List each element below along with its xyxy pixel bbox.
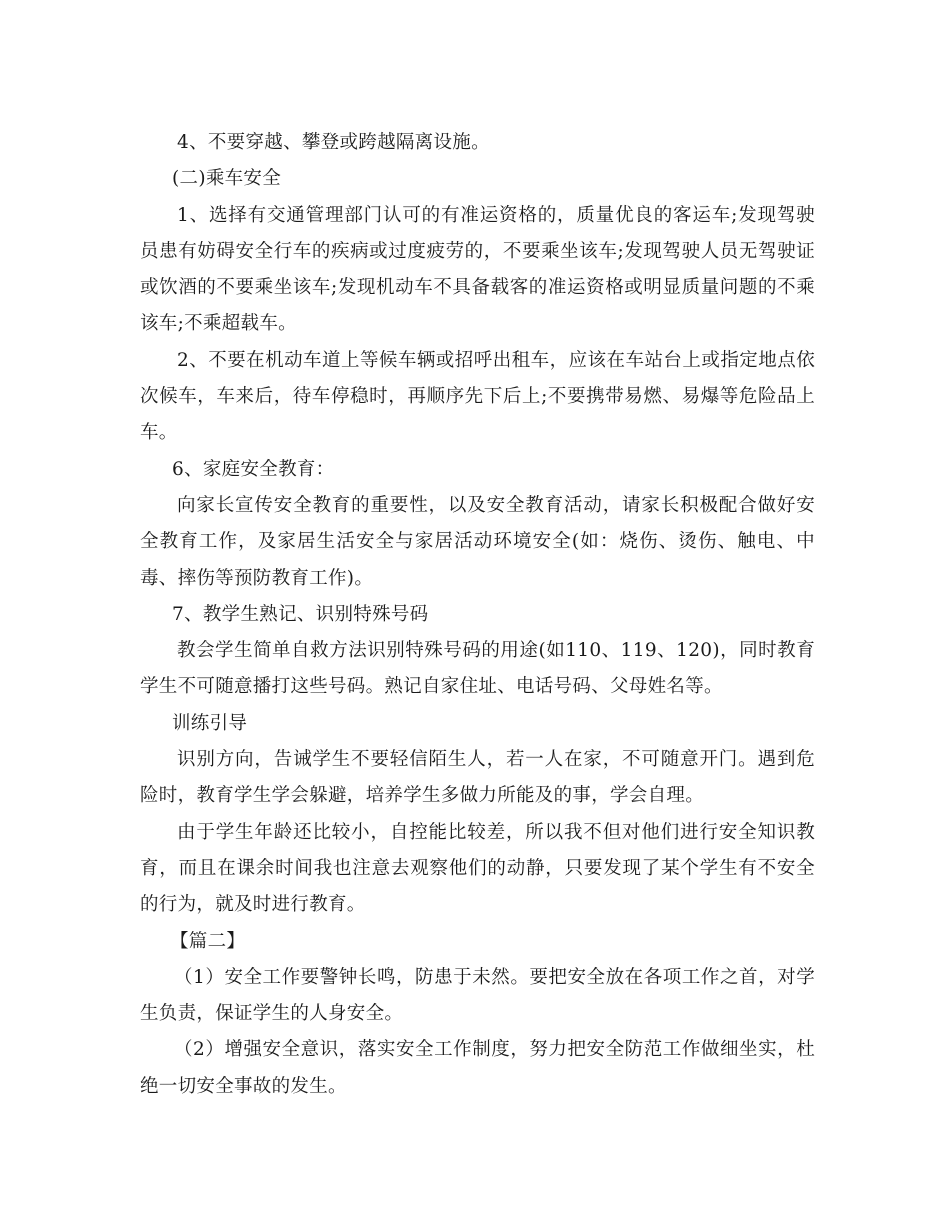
paragraph-item-1: （1）安全工作要警钟长鸣，防患于未然。要把安全放在各项工作之首，对学生负责，保证学生的人身安全。	[140, 966, 815, 1025]
paragraph-item-2: （2）增强安全意识，落实安全工作制度，努力把安全防范工作做细坐实，杜绝一切安全事故的发生。	[140, 1039, 815, 1097]
document-page	[140, 125, 815, 1105]
heading-riding-safety: (二)乘车安全	[172, 168, 282, 190]
paragraph-waiting-bus: 2、不要在机动车道上等候车辆或招呼出租车，应该在车站台上或指定地点依次候车，车来后，待车停稳时，再顺序先下后上;不要携带易燃、易爆等危险品上车。	[140, 349, 815, 444]
paragraph-direction-strangers: 识别方向，告诫学生不要轻信陌生人，若一人在家，不可随意开门。遇到危险时，教育学生学会躲避，培养学生多做力所能及的事，学会自理。	[140, 749, 815, 807]
paragraph-observation: 由于学生年龄还比较小，自控能比较差，所以我不但对他们进行安全知识教育，而且在课余时间我也注意去观察他们的动静，只要发现了某个学生有不安全的行为，就及时进行教育。	[140, 821, 815, 916]
section-title-part-two: 【篇二】	[170, 930, 246, 952]
paragraph-special-numbers: 教会学生简单自救方法识别特殊号码的用途(如110、119、120)，同时教育学生不可随意播打这些号码。熟记自家住址、电话号码、父母姓名等。	[140, 640, 815, 698]
heading-training-guidance: 训练引导	[172, 712, 248, 734]
heading-special-numbers: 7、教学生熟记、识别特殊号码	[172, 603, 429, 625]
paragraph-family-safety: 向家长宣传安全教育的重要性，以及安全教育活动，请家长积极配合做好安全教育工作，及家居生活安全与家居活动环境安全(如：烧伤、烫伤、触电、中毒、摔伤等预防教育工作)。	[140, 494, 815, 589]
paragraph-choose-vehicle: 1、选择有交通管理部门认可的有准运资格的，质量优良的客运车;发现驾驶员患有妨碍安全行车的疾病或过度疲劳的，不要乘坐该车;发现驾驶人员无驾驶证或饮酒的不要乘坐该车;发现机动车不具备载客的准运资格或明显质量问题的不乘该车;不乘超载车。	[140, 204, 815, 335]
paragraph-rule-4: 4、不要穿越、攀登或跨越隔离设施。	[177, 132, 490, 153]
heading-family-safety: 6、家庭安全教育：	[172, 458, 335, 480]
